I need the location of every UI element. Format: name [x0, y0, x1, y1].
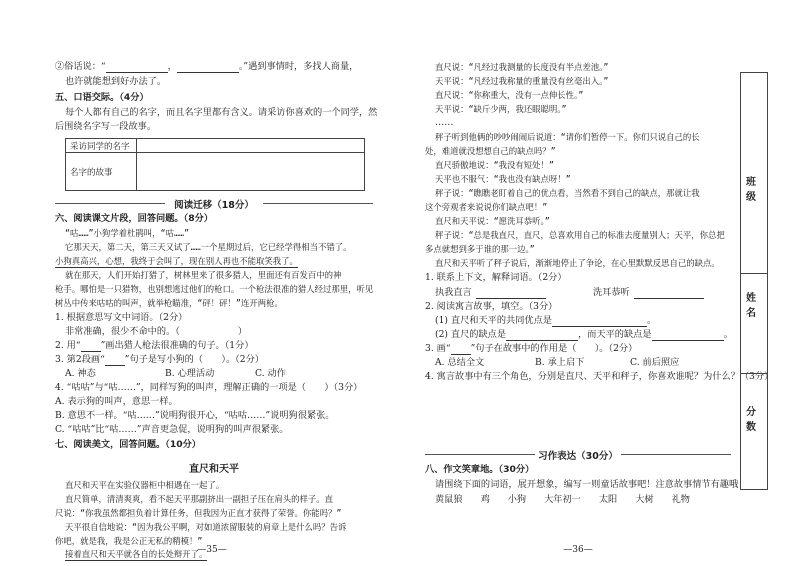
section-8-desc: 请围绕下面的词语，展开想象，编写一则童话故事吧！注意故事情节有趣哦！ — [435, 479, 748, 490]
r-q3-option-c[interactable]: C. 前后照应 — [630, 357, 680, 368]
word-item: 黄鼠狼 — [435, 494, 463, 505]
story-cont-7: 处，难道就没想想自己的缺点吗？” — [425, 146, 556, 156]
q1a-text: 非常准确，很少不命中的。（ — [65, 326, 180, 337]
story-line-5: 你吧，就是我，我是公正无私的精模！” — [55, 536, 203, 546]
table-cell-story[interactable] — [137, 153, 365, 191]
word-item: 礼物 — [671, 494, 690, 505]
strip-label-score: 分 数 — [746, 407, 756, 433]
q3-text-b: ”句子是写小狗的（ ）。（2分） — [124, 354, 264, 365]
r-q2-part-1: (1) 直尺和天平的共同优点是 。 — [435, 315, 657, 326]
story-title: 直尺和天平 — [189, 464, 239, 475]
q2-text-b: ”画出猎人枪法很准确的句子。（1分） — [100, 340, 254, 351]
section-8-title: 八、作文笑章地。（30分） — [425, 464, 535, 475]
story-ellipsis: …… — [435, 117, 454, 128]
strip-label-name: 姓 名 — [746, 293, 756, 319]
writing-section-header: 习作表达（30分） — [425, 448, 731, 462]
r-q2a-label: (1) 直尺和天平的共同优点是 — [435, 315, 552, 326]
r-question-2: 2. 阅读寓言故事，填空。（3分） — [425, 301, 558, 312]
story-cont-10: 秤子说：“瞧瞧老盯着自己的优点看，当然看不到自己的缺点，那就让我 — [435, 188, 700, 198]
r-q1-term-b — [593, 287, 704, 299]
r-q2a-blank[interactable] — [552, 317, 647, 327]
question-4: 4. “咕咕”与“咕……”，同样写狗的叫声，理解正确的一项是（ ）（3分） — [55, 382, 363, 393]
r-q1b-label: 洗耳恭听 — [593, 287, 630, 298]
r-question-3 — [425, 343, 637, 355]
r-q2b-blank[interactable] — [506, 331, 578, 341]
passage-line-3 — [55, 255, 298, 268]
page-number-35: —35— — [197, 545, 227, 555]
story-underlined-sentence: 接着直尺和天平就各自的长处辩开了。 — [65, 549, 208, 559]
r-question-1: 1. 联系上下文，解释词语。（2分） — [425, 272, 567, 283]
story-cont-1: 直尺说：“凡经过我测量的长度没有半点差池。” — [435, 62, 609, 72]
word-item: 鸡 — [480, 494, 490, 505]
passage-line-1: “咕……”小狗学着杜鹃叫，“咕……” — [65, 228, 190, 238]
passage-line-2: 它那天天，第二天，第三天又试了……一个星期过后，它已经学得相当不错了。 — [65, 242, 352, 252]
r-q3-text-a: 3. 画“ — [425, 343, 451, 354]
r-q1a-blank[interactable] — [476, 289, 546, 299]
strip-divider-1 — [741, 273, 767, 274]
r-q3-line-mark — [451, 345, 471, 355]
story-cont-14: 多点就想到多于谁的那一边。” — [425, 244, 535, 254]
section-5-desc-2: 后围绕名字写一段故事。 — [55, 121, 157, 132]
question-1a — [65, 326, 247, 338]
proverb-line — [55, 61, 358, 73]
q1a-close: ） — [237, 326, 248, 337]
question-3 — [55, 354, 264, 366]
strip-label-class: 班 级 — [746, 177, 756, 203]
proverb-blank-1[interactable] — [106, 63, 168, 73]
q3-line-mark — [105, 356, 125, 366]
word-item: 大年初一 — [544, 494, 581, 505]
q3-option-a[interactable]: A. 神态 — [65, 368, 96, 379]
q3-option-b[interactable]: B. 心理活动 — [165, 368, 215, 379]
q2-line-mark — [81, 342, 101, 352]
q4-option-a[interactable]: A. 表示狗的叫声，意思一样。 — [55, 396, 178, 407]
section-5-desc-1: 每个人都有自己的名字，而且名字里都有含义。请采访你喜欢的一个同学，然 — [65, 107, 378, 118]
passage-line-5: 枪手。哪怕是一只猎物，也别想逃过他们的枪口。一个枪法很准的猎人经过那里，听见 — [55, 284, 374, 294]
r-q1a-label: 执我直言 — [435, 287, 472, 298]
proverb-text-a: ②俗话说：“ — [55, 61, 106, 72]
story-cont-3: 直尺说：“你称重大，没有一点伸长性。” — [435, 90, 584, 100]
table-row-name-label: 采访同学的名字 — [66, 139, 137, 153]
q4-option-c[interactable]: C. “咕咕”比“咕……”声音更急促，说明狗的叫声很紧张。 — [55, 424, 289, 435]
section-6-title: 六、阅读课文片段，回答问题。（8分） — [55, 213, 213, 224]
q3-text-a: 3. 第2段画“ — [55, 354, 105, 365]
story-cont-6: 秤子听到他俩的吵吵闹闹后说道：“请你们暂停一下。你们只说自己的长 — [435, 132, 700, 142]
passage-line-4: 就在那天，人们开始打猎了，树林里来了很多猎人，里面还有百发百中的神 — [65, 270, 342, 280]
story-cont-11: 这个旁观者来说说你们缺点吧！” — [425, 202, 548, 212]
story-cont-8: 直尺骄傲地说：“我没有短处！” — [435, 160, 554, 170]
q4-option-b[interactable]: B. 意思不一样。“咕……”说明狗很开心，“咕咕……”说明狗很紧张。 — [55, 410, 335, 421]
strip-divider-2 — [741, 373, 767, 374]
table-row-story-label: 名字的故事 — [66, 153, 137, 191]
story-line-4: 天平很自信地说：“因为我公平啊，对如道浓留服装的肩章上是什么吗？告诉 — [65, 522, 347, 532]
story-line-1: 直尺和天平在实验仪器柜中相遇在一起了。 — [65, 480, 225, 490]
reading-section-header: 阅读迁移（18分） — [55, 197, 373, 211]
word-item: 大树 — [635, 494, 654, 505]
story-cont-13: 秤子说：“总是我直尺，直尺，总喜欢用自己的标准去度量别人；天平，你总把 — [435, 230, 725, 240]
question-2 — [55, 340, 254, 352]
story-line-2: 直尺简单，清清爽爽，看不起天平那副挤出一副担子压在肩头的样子。直 — [65, 494, 333, 504]
q2-text-a: 2. 用“ — [55, 340, 81, 351]
r-q3-option-b[interactable]: B. 承上启下 — [535, 357, 585, 368]
r-q2c-blank[interactable] — [652, 331, 724, 341]
proverb-blank-2[interactable] — [177, 63, 239, 73]
story-cont-4: 天平说：“缺斤少两，我还眼聪明。” — [435, 104, 567, 114]
r-q1-term-a — [435, 287, 546, 299]
q3-option-c[interactable]: C. 动作 — [255, 368, 286, 379]
passage-line-6: 树丛中传来咕咕的叫声，就举枪瞄准，“砰！砰！”连开两枪。 — [55, 298, 283, 308]
r-q2b-label: (2) 直尺的缺点是 — [435, 329, 507, 340]
r-question-4: 4. 寓言故事中有三个角色，分别是直尺、天平和秤子，你喜欢谁呢？为什么？（3分） — [425, 371, 774, 382]
story-cont-2: 天平说：“凡经过我称量的重量没有丝毫出入。” — [435, 76, 609, 86]
binding-strip — [740, 72, 768, 490]
r-q1b-blank[interactable] — [634, 289, 704, 299]
story-cont-9: 天平也不服气：“我也没有缺点呀！” — [435, 174, 571, 184]
r-q3-text-b: ”句子在故事中的作用是（ ）。（2分） — [470, 343, 638, 354]
proverb-text-b: ， — [167, 61, 177, 72]
story-line-3: 尺说：“你我虽然都担负着计算任务，但我因为正直才获得了荣誉。你能吗？” — [55, 508, 342, 518]
proverb-line-2: 也许就能想到好办法了。 — [65, 76, 167, 87]
question-1: 1. 根据意思写文中词语。（2分） — [55, 312, 188, 323]
proverb-text-c: 。”遇到事情时，多找人商量， — [238, 61, 359, 72]
left-page — [55, 0, 378, 566]
story-cont-15: 直尺和天平听了秤子说后，渐渐地停止了争论，在心里默默反思自己的缺点。 — [435, 258, 720, 268]
page-number-36: —36— — [563, 545, 593, 555]
word-list — [435, 494, 690, 506]
r-q2c-label: ，而天平的缺点是 — [578, 329, 652, 340]
word-item: 太阳 — [598, 494, 618, 505]
interview-table — [65, 138, 365, 191]
section-7-title: 七、阅读美文，回答问题。（10分） — [55, 439, 201, 450]
word-item: 小狗 — [507, 494, 527, 505]
r-q2-part-2: (2) 直尺的缺点是 ，而天平的缺点是 。 — [435, 329, 733, 340]
table-cell-name[interactable] — [137, 139, 365, 153]
passage-underlined-sentence: 小狗真高兴，心想，我终于会叫了，现在别人再也不能取笑我了。 — [55, 256, 298, 266]
story-cont-12: 直尺和天平说：“愿洗耳恭听。” — [435, 216, 550, 226]
r-q3-option-a[interactable]: A. 总结全文 — [435, 357, 485, 368]
section-5-title: 五、口语交际。（4分） — [55, 92, 149, 103]
